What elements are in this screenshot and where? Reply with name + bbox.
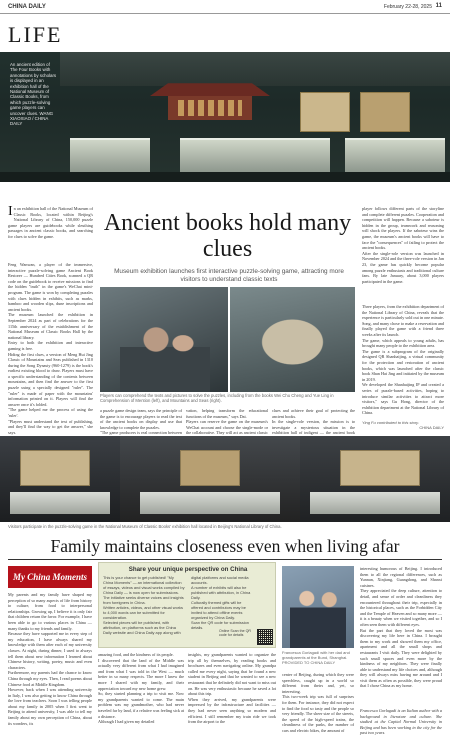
story-credit	[362, 420, 444, 430]
display-panel	[300, 92, 350, 132]
wall-panel	[180, 450, 240, 486]
floor-shape	[0, 172, 450, 182]
article-column-5: player follows different parts of the storyline and complete different puzzles. Cooperation and competition will happen. Because a saboteur is hidden in the group, teamwork and reasoning will shock the players. If the saboteur wins the game, the museum's ancient books will have to face the "consequences" of failing to protect the ancient books. After the single-role version was launched in November 2024 and the three-role version in Jan 23, the game has quickly become popular among puzzle enthusiasts and traditional culture fans. By late January, about 3,000 players participated in the game.	[362, 206, 444, 284]
qr-label: Online Scan the QR code for details	[219, 629, 251, 638]
wide-photo-caption: Visitors participate in the puzzle-solving game in the National Museum of Classic Books' exhibition hall located in Beijing's National Library of China.	[8, 524, 282, 529]
display-panel	[360, 92, 410, 132]
mid-photo	[100, 287, 355, 392]
wide-photo	[0, 436, 450, 522]
publication-name: CHINA DAILY	[8, 4, 46, 10]
drop-cap: I	[8, 204, 13, 219]
page-number: 11	[435, 3, 442, 9]
story2-column-5: interesting humorous of Beijing. I introduced them to all the regional differences, such as Yunnan, Xinjiang, Guangdong, and Shanxi cuisines. They appreciated the deep culture, attention to detail, and sense of order and cleanliness they encountered throughout their trip, especially in the historical places, such as the Forbidden City and the Temple of Heaven and so many more — it is a beauty when we visited together, and so I often seen them with different eyes. But the part that they loved the most was discovering my life here in China. I brought them to my work and showed them my office, apartment and all the small shops and restaurants I visit daily. They were delighted by such small spaces and even more by the kindness of my neighbors. They were finally able to understand my life choices and, although they will always miss having me around and I visit them as often as possible, they were proud that I chose China as my home.	[360, 566, 442, 689]
visitors-shape	[120, 317, 210, 392]
reporter-credit: CHINA DAILY	[419, 425, 444, 430]
top-photo	[0, 52, 450, 182]
story2-column-4: center of Beijing, during which they were speechless, caught up in a world so different from theirs and, yet, so interesting. This two-week trip was full of surprises for them. For instance, they did not expect to find the food so tasty and the people so very friendly. The sheer size of the streets, the speed of the high-speed trains, the cleanliness of the parks, the number of cars and electric bikes, the amount of	[282, 672, 354, 733]
display-case	[70, 138, 150, 174]
article-column-4: clues and achieve their goal of protecting the ancient books. In the single-role version, the mission is to investigate a mysterious situation in the exhibition hall of indigent — the ancient book	[272, 408, 355, 436]
wall-panel	[20, 450, 90, 486]
sidebar-text-2: digital platforms and social media accounts. A number of exhibits will also be published with attribution, in China Daily. Culturally themed gifts will be offered and contributors may be invited to attend offline events organized by China Daily. Scan the QR code for submission details.	[191, 575, 251, 630]
divider	[8, 559, 442, 560]
family-photo-caption: Francesca Gorlagadi with her dad and grandparents at the Bund, Shanghai. PROVIDED TO CHINA DAILY	[282, 650, 350, 665]
column-badge: My China Moments	[8, 566, 92, 588]
story2-column-3: insights, my grandparents wanted to organize the trip all by themselves, by reading books and brochures and even navigating online. My grandpa called me every night, saying that he found a new student in Beijing and that he wanted to see a new restaurant that he definitely did not want to miss out on. He was very enthusiastic because he saved a lot about this trip. When they arrived, my grandparents were impressed by the infrastructure and facilities — they had never seen anything so modern and efficient. I still remember my train ride we took from the airport to the	[188, 652, 276, 725]
lead-paragraph	[8, 206, 93, 240]
contributor-credit: Ying Fu contributed to this story.	[362, 420, 419, 425]
issue-date: February 22-28, 2025	[383, 4, 432, 10]
story2-text-a: amazing food, and the kindness of its people. I discovered that the land of the Middle was actually very different from what I had imagined and from what I was told in the West — much better in so many respects. The more I knew the more I shared with my family, and their appreciation toward my new home grew.	[98, 652, 184, 691]
story2-column-1: My parents and my family have shaped my perception of so many aspects of life from history to culture, from food to interpersonal relationships. Growing up, I believe it is only fair that children return the favor. For example, I have been able to go to various places in China — many thanks to my friends and family. Because they have supported me in every step of my education, I have always shared my knowledge with them after each of my university classes. At night, during dinner, I used to always tell them about new information I learned about Chinese history, writing, poetry, music and even characters. Furthermore, my parents had the chance to know China through my eyes. Then, I read poems about Chinese food at Middle Kingdom. However, back when I was attending university in Italy, I was also getting to know China through the love from teachers. Soon I was telling people about my family in 2005 when I first went to Beijing to attend university, I was able to tell my family about my own perception of China, about its wonders, its	[8, 592, 92, 726]
family-shape	[290, 586, 346, 648]
page-header	[0, 0, 450, 14]
author-bio: Francesca Gorlagadi is an Italian author with a background in literature and culture. She studied at the Capital Normal University in Beijing and has been working in the city for the past two years.	[360, 708, 442, 736]
mid-photo-caption: Players can comprehend the texts and pictures to solve the puzzles, including from the books Wei Chu Cheng and Yue Ling in Comprehension of Mention (left), and Mountains and Seas (right).	[100, 393, 334, 404]
submission-sidebar	[98, 562, 276, 648]
display-case	[140, 492, 280, 514]
sidebar-text-1: This is your chance to get published! "My China Moments" — an international collection of essays, videos and visual works compiled by China Daily — is now open for submissions. The initiative seeks diverse voices and insights from foreigners in China. Written articles, videos, and other visual works to 4,000 words can be submitted for consideration. Selected pieces will be published, with attribution, on platforms such as the China Daily website and China Daily app along with	[103, 575, 185, 635]
pavilion-shape	[150, 80, 270, 120]
lead-text: n an exhibition hall of the National Museum of Classic Books, located within Beijing's National Library of China, 150,000 puzzle game players are guidebooks while sleuthing passages in ancient classic books, and searching for clues to solve the game.	[8, 206, 93, 239]
sidebar-heading: Share your unique perspective on China	[128, 566, 248, 573]
mid-photo-right	[230, 287, 355, 392]
article-column-1: Feng Wanwan, a player of the immersive, interactive puzzle-solving game Ancient Book Restorer — Hundred Cities Book, scanned a QR code on the guidebook to receive missions to find the hidden "truth" in the game's WeChat mini-program. The game is won by completing puzzles with clues hidden in exhibits, such as marks, bamboo and wooden slips, dune inscriptions and ancient books. The museum launched the exhibition in September 2024 as part of celebrations for the 115th anniversary of the establishment of the National Museum of Classic Books Hall by the national library. Entry to both the exhibition and interactive gaming is free. Hiding the first clues, a version of Meng Hui Jing Classic of Mountains and Seas published in 1310 during the Song Dynasty (960-1279) is the book's earliest existing blood to draw. Players must have a specific understanding of the contents between mountains, and then find the answer to the first puzzle using a specially designed "ruler". The "ruler" is made of paper with the mountains' information printed on it. Players will find the answer once it's folded. "The game helped me the process of using the 'ruler'. "Players must understand the text of publishing, and they'll find the way to get the answer," she says.	[8, 262, 93, 435]
mid-photo-left	[100, 287, 228, 392]
second-headline: Family maintains closeness even when living afar	[50, 536, 400, 556]
family-photo	[282, 566, 354, 648]
story2-column-2	[98, 652, 184, 725]
display-case	[180, 138, 330, 174]
subheadline: Museum exhibition launches first interactive puzzle-solving game, attracting more visitors to understand classic texts	[114, 268, 344, 283]
pavilion-roof	[150, 80, 270, 96]
wall-panel	[340, 450, 420, 486]
display-case	[345, 138, 445, 174]
article-column-3: vation, helping transform the educational functions of the museum," says Dai. Players can reserve the game on the museum's WeChat account and choose the single-mode or the collaborative. They will act as ancient classic	[186, 408, 269, 436]
story2-text-b: So, they started planning a trip to visit me. Now my grandparents wanted to come. The main problem was my grandmother, who had never traveled far by land, if a relative was feeling sick at a distance. Although I had given my detailed	[98, 691, 184, 725]
article-column-2: a puzzle game design team, says the principle of the game is to encourage players to read the text of the ancient books on display and use that knowledge to complete the puzzles. "The game producers is real connection between	[100, 408, 182, 436]
book-shape	[245, 307, 340, 377]
article-column-6: Three players, from the exhibition department of the National Library of China, reveals that the experience is particularly sold out in one minute. Song, and many chose to make a reservation and finally played the game with a friend three weeks after its launch. The game, which appeals to young adults, has brought many people to the exhibition area. The game is a subprogram of the originally designed QR Shanhaijing, a virtual community for the protection and restoration of ancient books, which was launched after the classic book Shan Hai Jing and initiated by the museum in 2019. We developed the Shanhaijing IP and created a series of puzzle-based activities, hoping to introduce similar activities to attract more visitors," says Gu Hong, director of the exhibition department at the National Library of China.	[362, 304, 444, 416]
section-title: LIFE	[8, 22, 63, 47]
qr-code-icon[interactable]	[257, 629, 273, 645]
top-photo-caption: An ancient edition of The Four Books with annotations by scholars is displayed in an exhibition hall of the National Museum of Classic Books, from which puzzle-solving game players can uncover clues. WANG XIAOXIAO / CHINA DAILY	[10, 62, 57, 127]
display-case	[10, 492, 110, 514]
pavilion-body	[168, 96, 252, 120]
main-headline: Ancient books hold many clues	[103, 210, 352, 262]
display-case	[310, 492, 440, 514]
